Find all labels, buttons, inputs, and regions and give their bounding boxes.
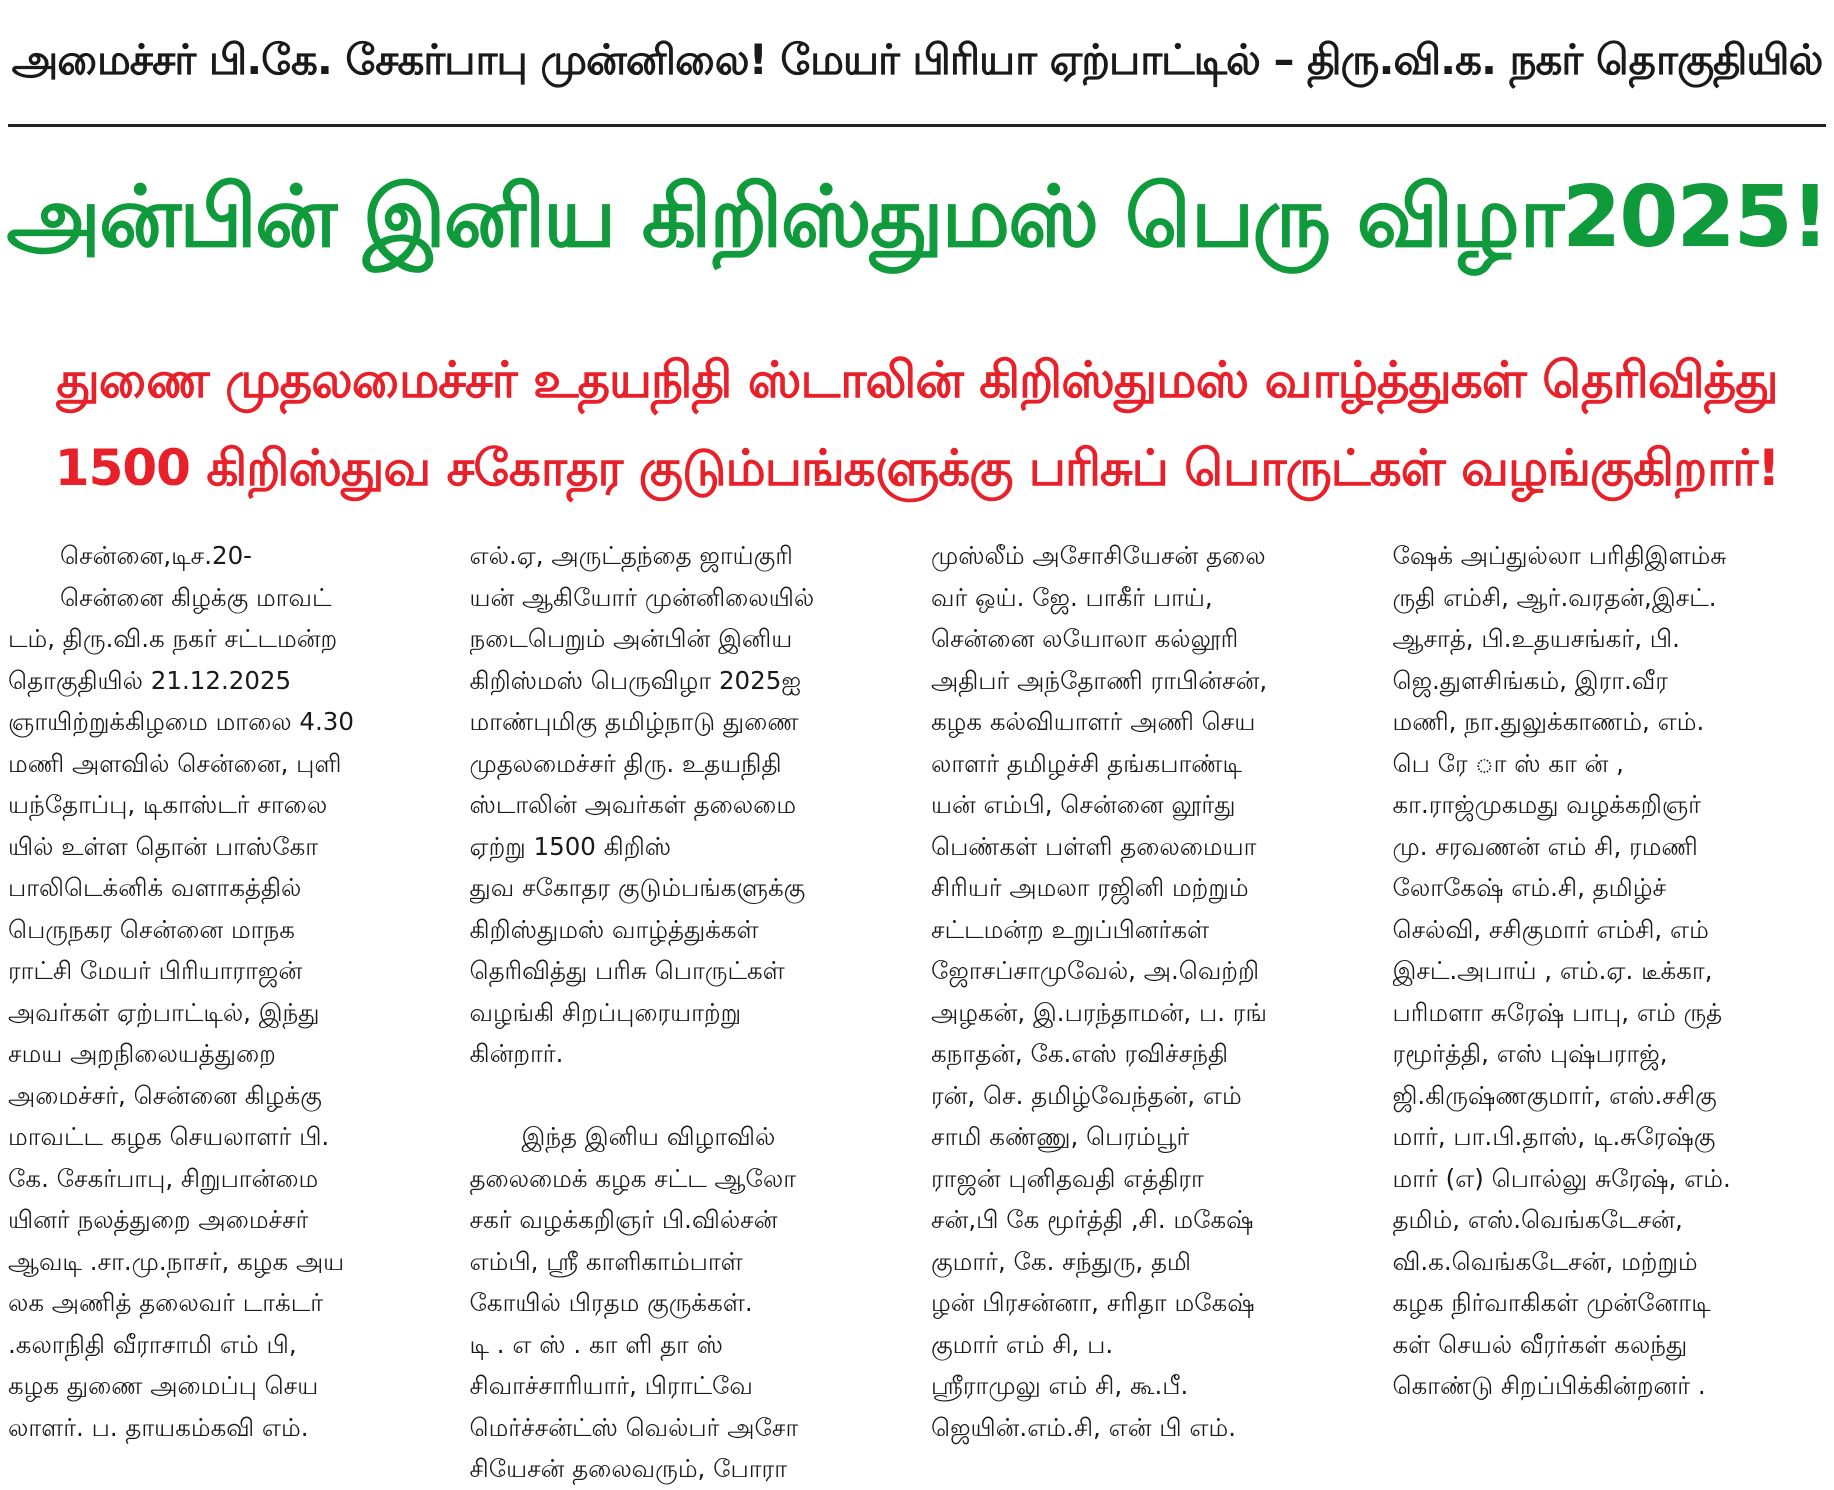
article-line: கொண்டு சிறப்பிக்கின்றனர் . (1392, 1371, 1706, 1400)
article-line: டி . எ ஸ் . கா ளி தா ஸ் (469, 1329, 723, 1359)
article-line: சென்னை கிழக்கு மாவட் (60, 582, 332, 612)
article-line: மாண்புமிகு தமிழ்நாடு துணை (469, 707, 799, 736)
article-line: .கலாநிதி வீராசாமி எம் பி, (8, 1329, 297, 1359)
article-line: சியேசன் தலைவரும், போரா (469, 1454, 788, 1483)
article-line: பாலிடெக்னிக் வளாகத்தில் (8, 873, 302, 902)
article-line: ரன், செ. தமிழ்வேந்தன், எம் (931, 1080, 1242, 1110)
article-line: குமார், கே. சந்துரு, தமி (931, 1246, 1192, 1276)
article-column-2 (469, 535, 904, 1483)
article-column-4 (1392, 535, 1827, 1400)
article-line: பெருநகர சென்னை மாநக (8, 914, 295, 944)
article-line: மணி, நா.துலுக்காணம், எம். (1392, 707, 1705, 736)
article-line: மு. சரவணன் எம் சி, ரமணி (1392, 831, 1698, 861)
article-line: சட்டமன்ற உறுப்பினர்கள் (931, 914, 1210, 944)
article-line: நடைபெறும் அன்பின் இனிய (469, 624, 793, 653)
article-line: ஸ்டாலின் அவர்கள் தலைமை (469, 790, 797, 819)
article-line: லாளர். ப. தாயகம்கவி எம். (8, 1412, 309, 1442)
article-line: பெண்கள் பள்ளி தலைமையா (931, 831, 1257, 861)
article-body (8, 535, 1826, 1483)
article-line: கிறிஸ்மஸ் பெருவிழா 2025ஐ (469, 665, 801, 695)
article-line: முஸ்லீம் அசோசியேசன் தலை (931, 541, 1266, 570)
article-line: ஜெயின்.எம்.சி, என் பி எம். (931, 1412, 1236, 1442)
article-line: ஷேக் அப்துல்லா பரிதிஇளம்சு (1392, 541, 1727, 570)
article-line: யினர் நலத்துறை அமைச்சர் (8, 1205, 309, 1234)
article-line: வழங்கி சிறப்புரையாற்று (469, 997, 742, 1027)
article-line: ஜோசப்சாமுவேல், அ.வெற்றி (931, 956, 1260, 985)
article-line: எம்பி, ஸ்ரீ காளிகாம்பாள் (469, 1246, 743, 1276)
article-line: யன் எம்பி, சென்னை லூர்து (931, 790, 1236, 819)
article-line: கழக துணை அமைப்பு செய (8, 1371, 319, 1400)
article-line: செல்வி, சசிகுமார் எம்சி, எம் (1392, 914, 1709, 944)
header-divider (8, 124, 1826, 127)
article-line: மாவட்ட கழக செயலாளர் பி. (8, 1122, 330, 1151)
subheadline-line-2: 1500 கிறிஸ்துவ சகோதர குடும்பங்களுக்கு பரிசுப் பொருட்கள் வழங்குகிறார்! (54, 438, 1780, 497)
article-line: வர் ஒய். ஜே. பாகீர் பாய், (931, 582, 1213, 612)
article-line: சாமி கண்ணு, பெரம்பூர் (931, 1122, 1190, 1151)
subheadline-line-1: துணை முதலமைச்சர் உதயநிதி ஸ்டாலின் கிறிஸ்துமஸ் வாழ்த்துகள் தெரிவித்து (56, 350, 1778, 409)
article-line: பரிமளா சுரேஷ் பாபு, எம் ருத் (1392, 997, 1723, 1027)
article-line: யந்தோப்பு, டிகாஸ்டர் சாலை (8, 790, 328, 819)
article-line: கநாதன், கே.எஸ் ரவிச்சந்தி (931, 1039, 1229, 1068)
article-line: அழகன், இ.பரந்தாமன், ப. ரங் (931, 997, 1267, 1027)
article-line: சன்,பி கே மூர்த்தி ,சி. மகேஷ் (931, 1205, 1254, 1234)
article-line: ருதி எம்சி, ஆர்.வரதன்,இசட். (1392, 582, 1717, 612)
article-line: கே. சேகர்பாபு, சிறுபான்மை (8, 1163, 319, 1193)
article-line: யில் உள்ள தொன் பாஸ்கோ (8, 831, 319, 861)
article-line: சிவாச்சாரியார், பிராட்வே (469, 1371, 753, 1400)
article-line: தலைமைக் கழக சட்ட ஆலோ (469, 1163, 797, 1193)
article-line: இசட்.அபாய் , எம்.ஏ. டீக்கா, (1392, 956, 1713, 985)
article-column-3 (931, 535, 1365, 1442)
article-line: எல்.ஏ, அருட்தந்தை ஜாய்குரி (469, 541, 793, 570)
main-headline: அன்பின் இனிய கிறிஸ்துமஸ் பெரு விழா2025! (6, 168, 1828, 267)
kicker-headline: அமைச்சர் பி.கே. சேகர்பாபு முன்னிலை! மேயர் பிரியா ஏற்பாட்டில் – திரு.வி.க. நகர் தொகுதியில் (11, 34, 1823, 84)
article-line: ஞாயிற்றுக்கிழமை மாலை 4.30 (8, 707, 354, 736)
article-line: யன் ஆகியோர் முன்னிலையில் (469, 582, 815, 612)
article-line: ஆசாத், பி.உதயசங்கர், பி. (1392, 624, 1680, 653)
article-line: சென்னை லயோலா கல்லூரி (931, 624, 1239, 653)
article-line: லோகேஷ் எம்.சி, தமிழ்ச் (1392, 873, 1667, 902)
article-line: ஜி.கிருஷ்ணகுமார், எஸ்.சசிகு (1392, 1080, 1717, 1110)
article-line: ஜெ.துளசிங்கம், இரா.வீர (1392, 665, 1668, 695)
article-line: கோயில் பிரதம குருக்கள். (469, 1288, 753, 1317)
article-line: தெரிவித்து பரிசு பொருட்கள் (469, 956, 785, 985)
article-line: மணி அளவில் சென்னை, புளி (8, 748, 342, 778)
article-line: ஏற்று 1500 கிறிஸ் (469, 831, 672, 861)
article-line: பெ ரே ா ஸ் கா ன் , (1392, 748, 1624, 778)
paragraph-gap (470, 1075, 904, 1117)
article-line: இந்த இனிய விழாவில் (521, 1122, 776, 1151)
article-column-1 (8, 535, 442, 1442)
article-line: சகர் வழக்கறிஞர் பி.வில்சன் (469, 1205, 778, 1234)
article-line: சென்னை,டிச.20- (60, 541, 252, 570)
article-line: கழக கல்வியாளர் அணி செய (931, 707, 1256, 736)
article-line: சமய அறநிலையத்துறை (8, 1039, 276, 1068)
article-line: துவ சகோதர குடும்பங்களுக்கு (469, 873, 806, 902)
article-line: தமிம், எஸ்.வெங்கடேசன், (1392, 1205, 1683, 1234)
article-line: கின்றார். (469, 1039, 564, 1068)
article-line: லாளர் தமிழச்சி தங்கபாண்டி (931, 748, 1242, 778)
article-line: மார் (எ) பொல்லு சுரேஷ், எம். (1392, 1163, 1731, 1193)
article-line: குமார் எம் சி, ப. (931, 1329, 1114, 1359)
article-line: ழன் பிரசன்னா, சரிதா மகேஷ் (931, 1288, 1255, 1317)
article-line: வி.க.வெங்கடேசன், மற்றும் (1392, 1246, 1698, 1276)
article-line: சிரியர் அமலா ரஜினி மற்றும் (931, 873, 1249, 902)
article-line: மார், பா.பி.தாஸ், டி.சுரேஷ்கு (1392, 1122, 1716, 1151)
article-line: ராஜன் புனிதவதி எத்திரா (931, 1163, 1204, 1193)
article-line: முதலமைச்சர் திரு. உதயநிதி (469, 748, 782, 778)
article-line: ஸ்ரீராமுலு எம் சி, கூ.பீ. (931, 1371, 1189, 1400)
article-line: ராட்சி மேயர் பிரியாராஜன் (8, 956, 303, 985)
article-line: அதிபர் அந்தோணி ராபின்சன், (931, 665, 1268, 695)
article-line: லக அணித் தலைவர் டாக்டர் (8, 1288, 323, 1317)
article-line: கழக நிர்வாகிகள் முன்னோடி (1392, 1288, 1711, 1317)
article-line: டம், திரு.வி.க நகர் சட்டமன்ற (8, 624, 338, 653)
article-line: தொகுதியில் 21.12.2025 (8, 665, 292, 695)
article-line: அவர்கள் ஏற்பாட்டில், இந்து (8, 997, 320, 1027)
article-line: அமைச்சர், சென்னை கிழக்கு (8, 1080, 322, 1110)
article-line: ரமூர்த்தி, எஸ் புஷ்பராஜ், (1392, 1039, 1668, 1068)
article-line: ஆவடி .சா.மு.நாசர், கழக அய (8, 1246, 345, 1276)
article-line: கிறிஸ்துமஸ் வாழ்த்துக்கள் (469, 914, 759, 944)
article-line: கள் செயல் வீரர்கள் கலந்து (1392, 1329, 1688, 1359)
article-line: கா.ராஜ்முகமது வழக்கறிஞர் (1392, 790, 1701, 819)
article-line: மெர்ச்சன்ட்ஸ் வெல்பர் அசோ (469, 1412, 799, 1442)
